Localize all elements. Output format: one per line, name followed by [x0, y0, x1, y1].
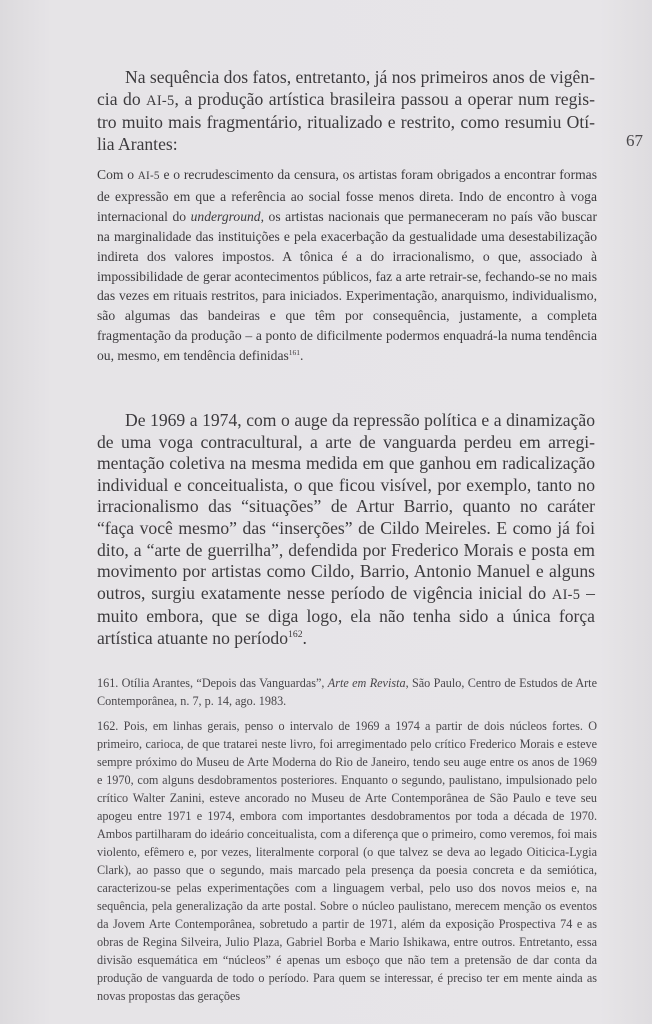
footnote-reference: 161 — [288, 347, 300, 357]
footnote-161 — [97, 674, 597, 710]
ai5-abbreviation: AI-5 — [551, 586, 581, 603]
footnote-reference: 162 — [288, 629, 303, 641]
block-quote — [97, 165, 597, 366]
quote-text: , os artistas nacionais que permaneceram no país vão buscar na marginalidade das instituições e pela exacerbação da gestualidade uma desestabilização indireta dos valores impostos. A tônica é a do irracionalismo, o que, associado à impossibilidade de gerar acontecimentos públicos, faz a arte retrair-se, fechando-se no mais das vezes em rituais restritos, para iniciados. Experimentação, anarquismo, individualismo, são algumas das bandeiras e que têm por consequência, justamente, a completa fragmentação da produção – a ponto de dificilmente podermos enquadrá-la numa tendência ou, mesmo, em tendência definidas — [97, 208, 597, 364]
footnote-162: 162. Pois, em linhas gerais, penso o intervalo de 1969 a 1974 a partir de dois núcleos fortes. O primeiro, carioca, de que tratarei neste livro, foi arregimentado pelo crítico Frederico Morais e esteve sempre próximo do Museu de Arte Moderna do Rio de Janeiro, tendo seu auge entre os anos de 1969 e 1970, com alguns desdobramentos posteriores. Enquanto o segundo, paulistano, impulsionado pelo crítico Walter Zanini, esteve ancorado no Museu de Arte Contemporânea de São Paulo e teve seu apogeu entre 1971 e 1974, embora com importantes desdobramentos por toda a década de 1970. Ambos partilharam do ideário conceitualista, com a diferença que o primeiro, como veremos, foi mais violento, efêmero e, por vezes, literalmente corporal (o que talvez se deva ao legado Oiticica-Lygia Clark), ao passo que o segundo, mais marcado pela presença da poesia concreta e da semiótica, caracterizou-se pelas experimentações com a linguagem verbal, pelo uso dos novos meios e, na sequência, pela generalização da arte postal. Sobre o núcleo paulistano, merecem menção os eventos da Jovem Arte Contemporânea, sobretudo a partir de 1971, além da exposição Prospectiva 74 e as obras de Regina Silveira, Julio Plaza, Gabriel Borba e Mario Ishikawa, entre outros. Entretanto, essa divisão esquemática em “núcleos” é apenas um esboço que não tem a pretensão de dar conta da produção de vanguarda de todo o período. Para quem se interessar, é preciso ter em mente ainda as novas propostas das gerações — [97, 719, 597, 1003]
footnotes — [97, 674, 597, 1012]
footnote-text: 161. Otília Arantes, “Depois das Vanguardas”, — [97, 676, 328, 690]
quote-text: e o recrudescimento da censura, os artistas foram obrigados a encontrar formas de expressão em que a referência ao social fosse menos direta. Indo de encontro à voga internacional do — [97, 167, 597, 224]
paragraph-text: , a produção artística brasileira passou a operar num registro muito mais fragmentário, ritualizado e restrito, como resumiu Otília Arantes: — [97, 88, 595, 154]
body-paragraph-2 — [97, 410, 595, 650]
ai5-abbreviation: AI-5 — [137, 170, 160, 182]
page-number: 67 — [626, 131, 643, 150]
body-paragraph-1 — [97, 67, 595, 155]
quote-text: Com o — [97, 167, 138, 182]
paragraph-text: . — [302, 627, 307, 648]
paragraph-text: Na sequência dos fatos, entretanto, já nos primeiros anos de vigência do — [97, 67, 596, 109]
footnote-text: , São Paulo, Centro de Estudos de Arte Contemporânea, n. 7, p. 14, ago. 1983. — [97, 676, 597, 708]
paragraph-text: De 1969 a 1974, com o auge da repressão política e a dinamização de uma voga contracultural, a arte de vanguarda perdeu em arregimentação coletiva na mesma medida em que ganhou em radicalização individual e conceitualista, o que ficou visível, por exemplo, tanto no irracionalismo das “situações” de Artur Barrio, quanto no caráter “faça você mesmo” das “inserções” de Cildo Meireles. E como já foi dito, a “arte de guerrilha”, defendida por Frederico Morais e posta em movimento por artistas como Cildo, Barrio, Antonio Manuel e alguns outros, surgiu exatamente nesse período de vigência inicial do — [97, 410, 595, 603]
quote-text: . — [299, 348, 304, 364]
italic-term: underground — [190, 208, 261, 224]
paragraph-text: – muito embora, que se diga logo, ela não tenha sido a única força artística atuante no período — [97, 582, 595, 648]
ai5-abbreviation: AI-5 — [146, 92, 175, 109]
journal-title: Arte em Revista — [327, 676, 406, 690]
